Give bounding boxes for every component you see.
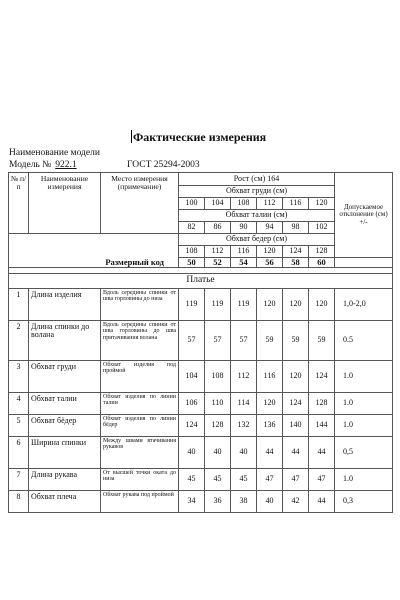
measurement-value: 45 bbox=[231, 469, 257, 491]
measurement-value: 40 bbox=[257, 491, 283, 513]
chest-value: 108 bbox=[231, 198, 257, 210]
chest-value: 120 bbox=[309, 198, 335, 210]
measurement-value: 114 bbox=[231, 393, 257, 415]
measurement-value: 136 bbox=[257, 415, 283, 437]
hip-value: 120 bbox=[257, 246, 283, 258]
measurement-row bbox=[9, 437, 393, 469]
row-number: 5 bbox=[9, 415, 29, 437]
size-code-label: Размерный код bbox=[9, 258, 179, 268]
tolerance-value: 0,5 bbox=[335, 437, 393, 469]
size-code: 50 bbox=[179, 258, 205, 268]
document-title bbox=[131, 130, 266, 145]
measurement-value: 38 bbox=[231, 491, 257, 513]
header-height: Рост (см) 164 bbox=[179, 173, 335, 186]
measurement-value: 120 bbox=[283, 361, 309, 393]
measurement-place: Обхват изделия по линии бёдер bbox=[101, 415, 179, 437]
measurement-value: 124 bbox=[309, 361, 335, 393]
measurement-row bbox=[9, 289, 393, 321]
header-chest: Обхват груди (см) bbox=[179, 186, 335, 198]
row-number: 7 bbox=[9, 469, 29, 491]
measurement-place: Обхват рукава под проймой bbox=[101, 491, 179, 513]
row-number: 8 bbox=[9, 491, 29, 513]
measurement-value: 44 bbox=[283, 437, 309, 469]
measurement-place: Обхват изделия под проймой bbox=[101, 361, 179, 393]
measurement-name: Ширина спинки bbox=[29, 437, 101, 469]
measurement-value: 119 bbox=[179, 289, 205, 321]
measurement-value: 45 bbox=[205, 469, 231, 491]
tolerance-value: 1.0 bbox=[335, 415, 393, 437]
measurement-row bbox=[9, 321, 393, 361]
measurement-place: Между швами втачивания рукавов bbox=[101, 437, 179, 469]
measurement-value: 144 bbox=[309, 415, 335, 437]
waist-value: 86 bbox=[205, 222, 231, 234]
measurement-place: Обхват изделия по линии талии bbox=[101, 393, 179, 415]
measurements-table bbox=[8, 172, 393, 513]
measurement-value: 119 bbox=[231, 289, 257, 321]
measurement-value: 128 bbox=[309, 393, 335, 415]
header-name: Наименование измерения bbox=[29, 173, 101, 234]
measurement-value: 119 bbox=[205, 289, 231, 321]
measurement-value: 40 bbox=[231, 437, 257, 469]
row-number: 1 bbox=[9, 289, 29, 321]
measurement-value: 124 bbox=[179, 415, 205, 437]
measurement-rows bbox=[9, 289, 393, 513]
tolerance-value: 0.5 bbox=[335, 321, 393, 361]
chest-value: 112 bbox=[257, 198, 283, 210]
measurement-name: Обхват талии bbox=[29, 393, 101, 415]
header-num: № п/п bbox=[9, 173, 29, 234]
model-no-value: 922.1 bbox=[55, 160, 77, 170]
section-title: Платье bbox=[9, 274, 393, 289]
measurement-value: 108 bbox=[205, 361, 231, 393]
measurement-value: 128 bbox=[205, 415, 231, 437]
size-code-tol-cell bbox=[335, 258, 393, 268]
measurement-place: Вдоль середины спинки от шва горловины до шва притачивания волана bbox=[101, 321, 179, 361]
measurement-value: 120 bbox=[257, 393, 283, 415]
size-code: 58 bbox=[283, 258, 309, 268]
measurement-name: Длина рукава bbox=[29, 469, 101, 491]
measurement-value: 124 bbox=[283, 393, 309, 415]
measurement-value: 40 bbox=[205, 437, 231, 469]
measurement-value: 47 bbox=[283, 469, 309, 491]
measurement-value: 44 bbox=[309, 437, 335, 469]
gost-standard: ГОСТ 25294-2003 bbox=[127, 160, 200, 170]
measurement-value: 57 bbox=[231, 321, 257, 361]
measurement-value: 40 bbox=[179, 437, 205, 469]
model-no-label: Модель № bbox=[9, 160, 52, 170]
row-number: 4 bbox=[9, 393, 29, 415]
waist-value: 102 bbox=[309, 222, 335, 234]
measurement-value: 42 bbox=[283, 491, 309, 513]
header-waist: Обхват талии (см) bbox=[179, 210, 335, 222]
measurement-name: Обхват груди bbox=[29, 361, 101, 393]
row-number: 6 bbox=[9, 437, 29, 469]
measurement-value: 140 bbox=[283, 415, 309, 437]
tolerance-value: 1.0 bbox=[335, 361, 393, 393]
header-spacer bbox=[9, 234, 179, 258]
tolerance-value: 1.0 bbox=[335, 393, 393, 415]
measurement-value: 104 bbox=[179, 361, 205, 393]
hip-value: 116 bbox=[231, 246, 257, 258]
row-number: 2 bbox=[9, 321, 29, 361]
tolerance-value: 1,0-2,0 bbox=[335, 289, 393, 321]
text-cursor bbox=[131, 130, 132, 143]
measurement-value: 59 bbox=[257, 321, 283, 361]
hip-value: 112 bbox=[205, 246, 231, 258]
tolerance-value: 0,3 bbox=[335, 491, 393, 513]
size-code: 56 bbox=[257, 258, 283, 268]
measurement-row bbox=[9, 491, 393, 513]
measurement-place: Вдоль середины спинки от шва горловины до низа bbox=[101, 289, 179, 321]
waist-value: 98 bbox=[283, 222, 309, 234]
measurement-row bbox=[9, 361, 393, 393]
title-text: Фактические измерения bbox=[133, 130, 267, 144]
measurement-value: 110 bbox=[205, 393, 231, 415]
size-code: 54 bbox=[231, 258, 257, 268]
waist-value: 82 bbox=[179, 222, 205, 234]
size-code-row bbox=[9, 258, 393, 268]
measurement-value: 34 bbox=[179, 491, 205, 513]
measurement-value: 120 bbox=[257, 289, 283, 321]
measurement-value: 44 bbox=[309, 491, 335, 513]
measurement-value: 36 bbox=[205, 491, 231, 513]
measurement-name: Длина изделия bbox=[29, 289, 101, 321]
measurement-value: 57 bbox=[205, 321, 231, 361]
chest-value: 116 bbox=[283, 198, 309, 210]
measurement-value: 132 bbox=[231, 415, 257, 437]
measurement-name: Длина спинки до волана bbox=[29, 321, 101, 361]
measurement-row bbox=[9, 393, 393, 415]
measurement-value: 106 bbox=[179, 393, 205, 415]
size-code: 52 bbox=[205, 258, 231, 268]
tolerance-value: 1.0 bbox=[335, 469, 393, 491]
measurement-value: 120 bbox=[283, 289, 309, 321]
row-number: 3 bbox=[9, 361, 29, 393]
measurement-value: 120 bbox=[309, 289, 335, 321]
waist-value: 94 bbox=[257, 222, 283, 234]
header-tolerance: Допускаемое отклонение (см) +/- bbox=[335, 173, 393, 258]
measurement-value: 47 bbox=[309, 469, 335, 491]
hip-value: 128 bbox=[309, 246, 335, 258]
model-name-label: Наименование модели bbox=[9, 148, 100, 158]
measurement-row bbox=[9, 415, 393, 437]
size-code: 60 bbox=[309, 258, 335, 268]
measurement-name: Обхват плеча bbox=[29, 491, 101, 513]
measurement-row bbox=[9, 469, 393, 491]
measurement-value: 59 bbox=[309, 321, 335, 361]
hip-value: 108 bbox=[179, 246, 205, 258]
measurement-value: 57 bbox=[179, 321, 205, 361]
measurement-value: 47 bbox=[257, 469, 283, 491]
hip-value: 124 bbox=[283, 246, 309, 258]
measurement-name: Обхват бёдер bbox=[29, 415, 101, 437]
measurement-value: 112 bbox=[231, 361, 257, 393]
chest-value: 104 bbox=[205, 198, 231, 210]
measurement-value: 44 bbox=[257, 437, 283, 469]
measurement-value: 59 bbox=[283, 321, 309, 361]
header-hip: Обхват бедер (см) bbox=[179, 234, 335, 246]
chest-value: 100 bbox=[179, 198, 205, 210]
model-line bbox=[9, 160, 200, 170]
measurement-place: От высшей точки оката до низа bbox=[101, 469, 179, 491]
waist-value: 90 bbox=[231, 222, 257, 234]
header-place: Место измерения (примечание) bbox=[101, 173, 179, 234]
measurement-value: 116 bbox=[257, 361, 283, 393]
measurement-value: 45 bbox=[179, 469, 205, 491]
